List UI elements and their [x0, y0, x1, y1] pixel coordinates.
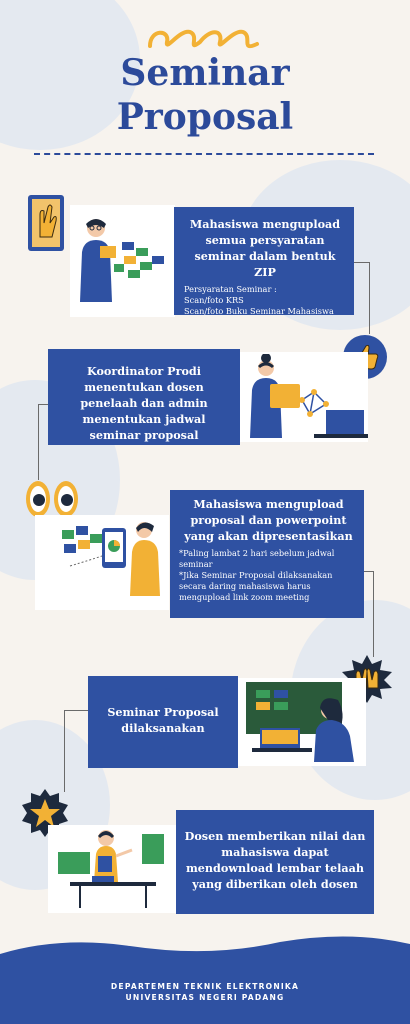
student-with-files-illustration — [74, 212, 174, 312]
footer-university: UNIVERSITAS NEGERI PADANG — [125, 993, 285, 1002]
coordinator-illustration — [244, 354, 368, 440]
connector-line — [354, 262, 370, 334]
step-3-details — [179, 548, 358, 603]
step-3-detail-1: *Paling lambat 2 hari sebelum jadwal seminar — [179, 548, 335, 569]
connector-line — [64, 710, 88, 792]
step-1-box — [174, 207, 354, 315]
title-line-1: Seminar — [120, 52, 290, 94]
seminar-presentation-illustration — [242, 680, 364, 764]
step-4-box — [88, 676, 238, 768]
upload-presentation-illustration — [40, 516, 168, 608]
hand-icon — [26, 193, 66, 253]
grading-illustration — [52, 826, 174, 912]
connector-line — [38, 404, 48, 480]
step-1-detail-3: Scan/foto Buku Seminar Mahasiswa — [184, 306, 334, 316]
footer-wave — [0, 930, 410, 970]
step-3-detail-2: *Jika Seminar Proposal dilaksanakan secara daring mahasiswa harus mengupload link zoom meeting — [179, 570, 333, 602]
step-4-heading: Seminar Proposal dilaksanakan — [107, 705, 219, 735]
eyes-icon — [24, 478, 80, 520]
title-line-2: Proposal — [116, 96, 294, 138]
footer-department: DEPARTEMEN TEKNIK ELEKTRONIKA — [110, 982, 300, 991]
step-3-heading: Mahasiswa mengupload proposal dan powerpoint yang akan dipresentasikan — [184, 497, 353, 543]
step-3-box — [170, 490, 364, 618]
step-1-heading: Mahasiswa mengupload semua persyaratan seminar dalam bentuk ZIP — [189, 217, 341, 279]
step-1-details — [184, 284, 346, 317]
step-5-box — [176, 810, 374, 914]
step-5-heading: Dosen memberikan nilai dan mahasiswa dapat mendownload lembar telaah yang diberikan oleh dosen — [184, 829, 366, 891]
step-1-detail-2: Scan/foto KRS — [184, 295, 244, 305]
step-2-heading: Koordinator Prodi menentukan dosen penelaah dan admin menentukan jadwal seminar proposal — [80, 364, 208, 442]
step-1-detail-1: Persyaratan Seminar : — [184, 284, 277, 294]
title-divider — [34, 153, 374, 155]
squiggle-decoration — [145, 24, 265, 54]
connector-line — [364, 571, 374, 657]
step-2-box — [48, 349, 240, 445]
